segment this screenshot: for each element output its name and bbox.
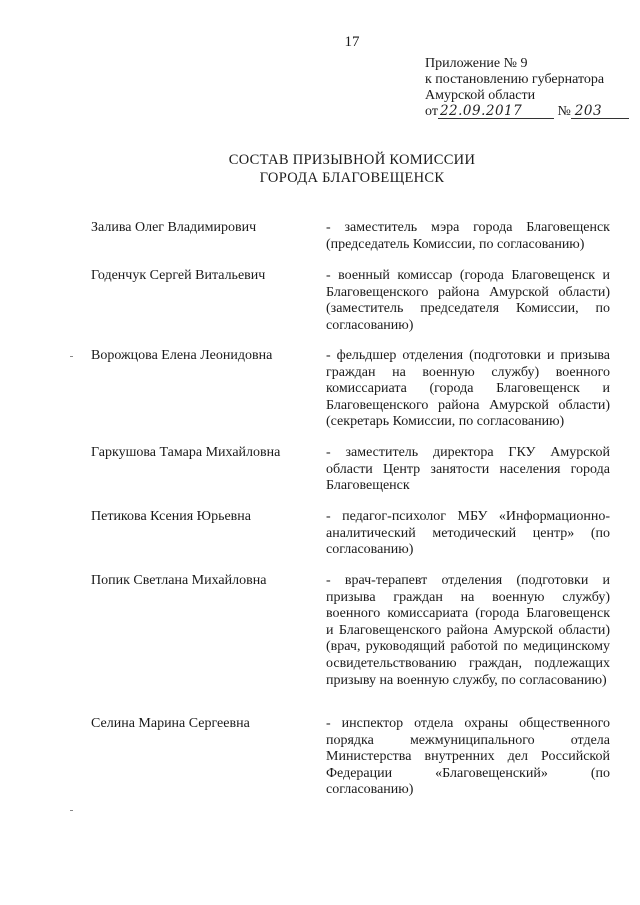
appendix-title: Приложение № 9: [425, 56, 528, 71]
member-name: Попик Светлана Михайловна: [91, 573, 267, 588]
appendix-date-line: [425, 104, 629, 120]
member-role: - врач-терапевт отделения (подготовки и призыва граждан на военную службу) военного комиссариата (города Благовещенск и Благовещенского района Амурской области) (врач, руководящий работой по медицинскому освидетельствованию граждан, подлежащих призыву на военную службу, по согласованию): [326, 573, 610, 688]
member-role: - инспектор отдела охраны общественного порядка межмуниципального отдела Министерства внутренних дел Российской Федерации «Благовещенский» (по согласованию): [326, 716, 610, 798]
appendix-reference-region: Амурской области: [425, 88, 536, 103]
member-name: Годенчук Сергей Витальевич: [91, 268, 266, 283]
member-name: Петикова Ксения Юрьевна: [91, 509, 251, 524]
appendix-reference: к постановлению губернатора: [425, 72, 605, 87]
member-name: Залива Олег Владимирович: [91, 220, 257, 235]
member-role: - педагог-психолог МБУ «Информационно-аналитический методический центр» (по согласованию): [326, 509, 610, 558]
member-name: Ворожцова Елена Леонидовна: [91, 348, 273, 363]
number-prefix: №: [557, 104, 571, 119]
document-title: [0, 151, 640, 187]
handwritten-number: 203: [571, 104, 629, 119]
scan-mark: [70, 810, 73, 811]
date-prefix: от: [425, 104, 438, 119]
page-number: 17: [344, 34, 360, 50]
title-line-2: ГОРОДА БЛАГОВЕЩЕНСК: [259, 170, 445, 186]
handwritten-date: 22.09.2017: [438, 104, 554, 119]
member-name: Гаркушова Тамара Михайловна: [91, 445, 281, 460]
member-role: - заместитель директора ГКУ Амурской области Центр занятости населения города Благовещенск: [326, 445, 610, 494]
member-role: - заместитель мэра города Благовещенск (председатель Комиссии, по согласованию): [326, 220, 610, 252]
member-role: - фельдшер отделения (подготовки и призыва граждан на военную службу) военного комиссариата (города Благовещенск и Благовещенского района Амурской области) (секретарь Комиссии, по согласованию): [326, 348, 610, 430]
appendix-header: [425, 56, 629, 120]
member-name: Селина Марина Сергеевна: [91, 716, 250, 731]
member-role: - военный комиссар (города Благовещенск и Благовещенского района Амурской области) (заместитель председателя Комиссии, по согласованию): [326, 268, 610, 333]
scan-mark: [70, 356, 73, 357]
title-line-1: СОСТАВ ПРИЗЫВНОЙ КОМИССИИ: [228, 152, 476, 168]
